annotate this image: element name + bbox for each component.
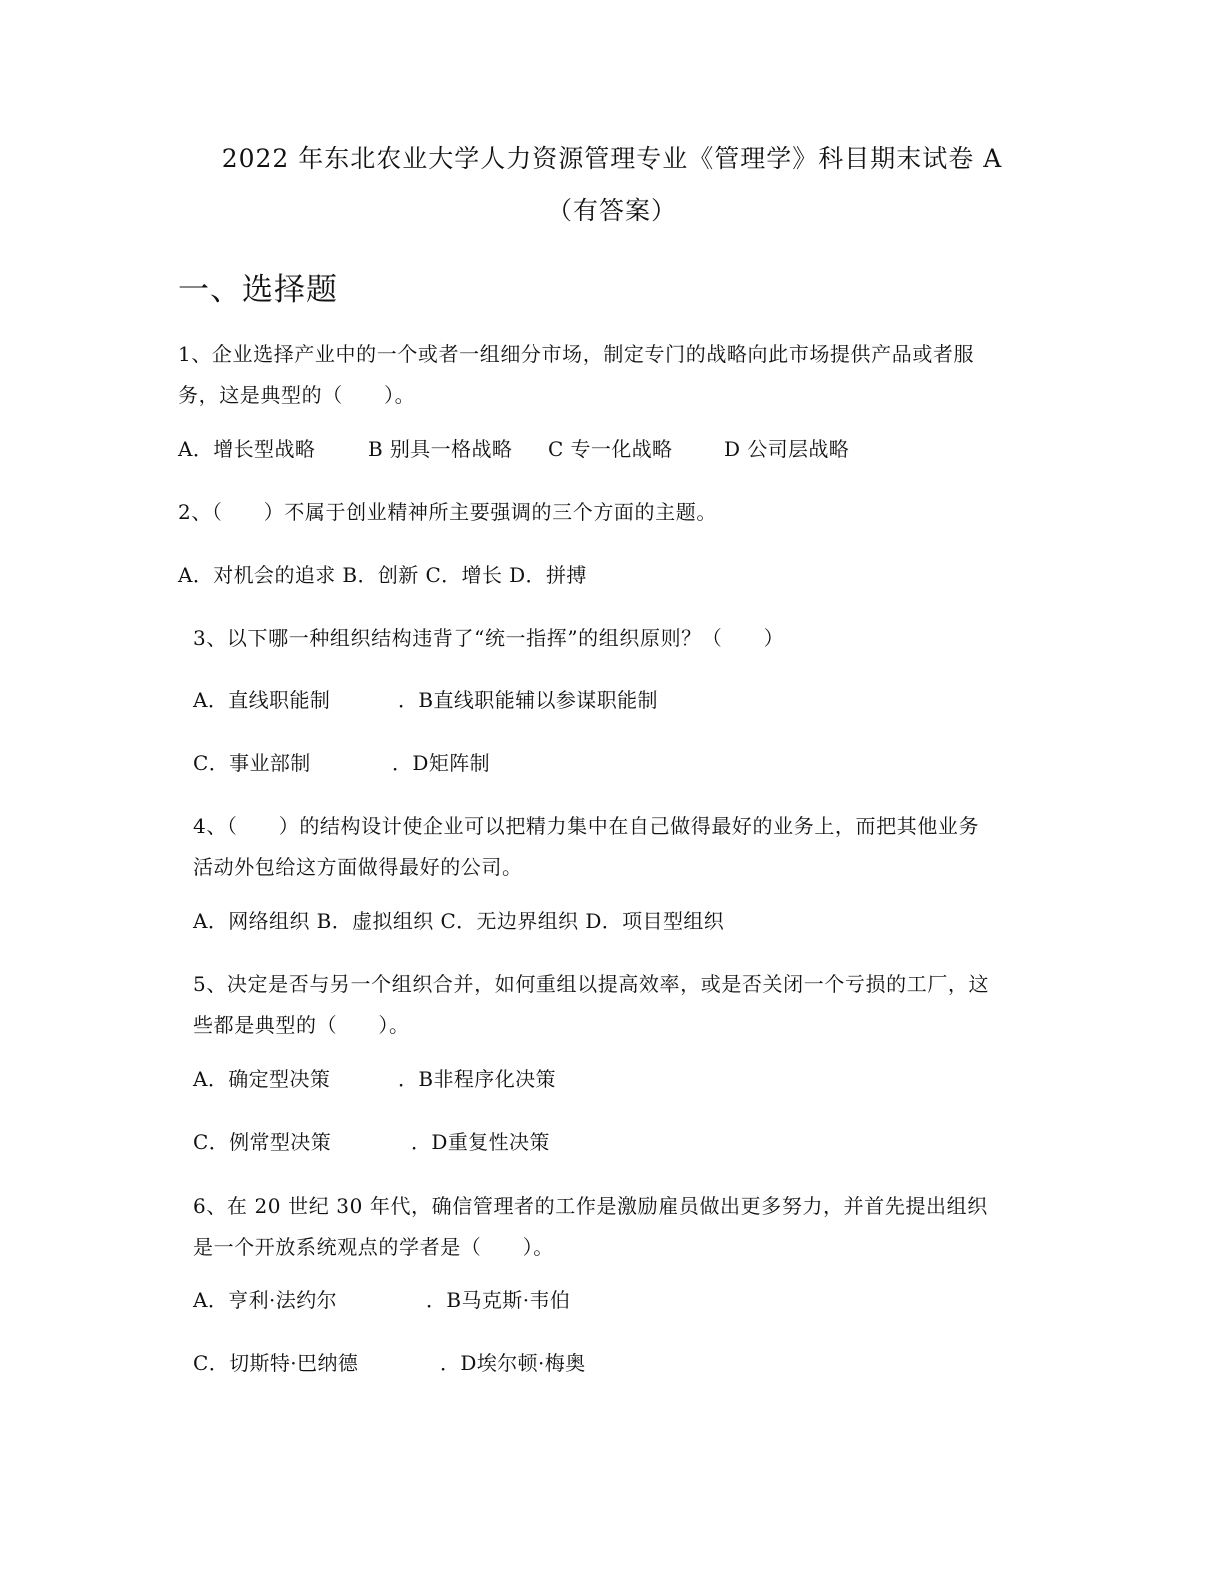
question-5-stem-line2: 些都是典型的（ ）。 (193, 1013, 410, 1037)
question-5-option-a: A．确定型决策 (193, 1067, 331, 1091)
question-3-option-a: A．直线职能制 (193, 688, 331, 712)
question-6-stem-line2: 是一个开放系统观点的学者是（ ）。 (193, 1235, 554, 1259)
question-4-stem-line2: 活动外包给这方面做得最好的公司。 (193, 855, 523, 879)
question-6-option-b: ．B马克斯·韦伯 (426, 1288, 571, 1312)
question-5-option-d: ．D重复性决策 (411, 1130, 550, 1154)
question-3-option-d: ．D矩阵制 (392, 751, 491, 775)
question-6-option-d: ．D埃尔顿·梅奥 (440, 1351, 586, 1375)
question-1-option-b: B 别具一格战略 (368, 437, 513, 461)
question-1-stem-line2: 务，这是典型的（ ）。 (178, 383, 416, 407)
question-6-option-a: A．亨利·法约尔 (193, 1288, 338, 1312)
question-1-option-a: A．增长型战略 (178, 437, 316, 461)
question-1-option-d: D 公司层战略 (724, 437, 850, 461)
section-heading: 一、选择题 (178, 272, 338, 308)
question-3-option-c: C．事业部制 (193, 751, 311, 775)
question-3-option-b: ．B直线职能辅以参谋职能制 (398, 688, 658, 712)
question-2-options: A．对机会的追求 B．创新 C．增长 D．拼搏 (178, 563, 587, 587)
question-1-option-c: C 专一化战略 (548, 437, 673, 461)
question-1-stem-line1: 1、企业选择产业中的一个或者一组细分市场，制定专门的战略向此市场提供产品或者服 (178, 342, 975, 366)
document-title-line1: 2022 年东北农业大学人力资源管理专业《管理学》科目期末试卷 A (221, 144, 1003, 173)
question-6-option-c: C．切斯特·巴纳德 (193, 1351, 359, 1375)
question-6-stem-line1: 6、在 20 世纪 30 年代，确信管理者的工作是激励雇员做出更多努力，并首先提出组织 (193, 1194, 988, 1218)
document-title-line2: （有答案） (546, 196, 677, 225)
question-2-stem-line1: 2、（ ）不属于创业精神所主要强调的三个方面的主题。 (178, 500, 717, 524)
question-5-option-b: ．B非程序化决策 (398, 1067, 556, 1091)
question-5-stem-line1: 5、决定是否与另一个组织合并，如何重组以提高效率，或是否关闭一个亏损的工厂，这 (193, 972, 990, 996)
question-5-option-c: C．例常型决策 (193, 1130, 332, 1154)
question-3-stem-line1: 3、以下哪一种组织结构违背了“统一指挥”的组织原则？（ ） (193, 626, 785, 650)
question-4-options: A．网络组织 B．虚拟组织 C．无边界组织 D．项目型组织 (193, 909, 725, 933)
question-4-stem-line1: 4、（ ）的结构设计使企业可以把精力集中在自己做得最好的业务上，而把其他业务 (193, 814, 980, 838)
